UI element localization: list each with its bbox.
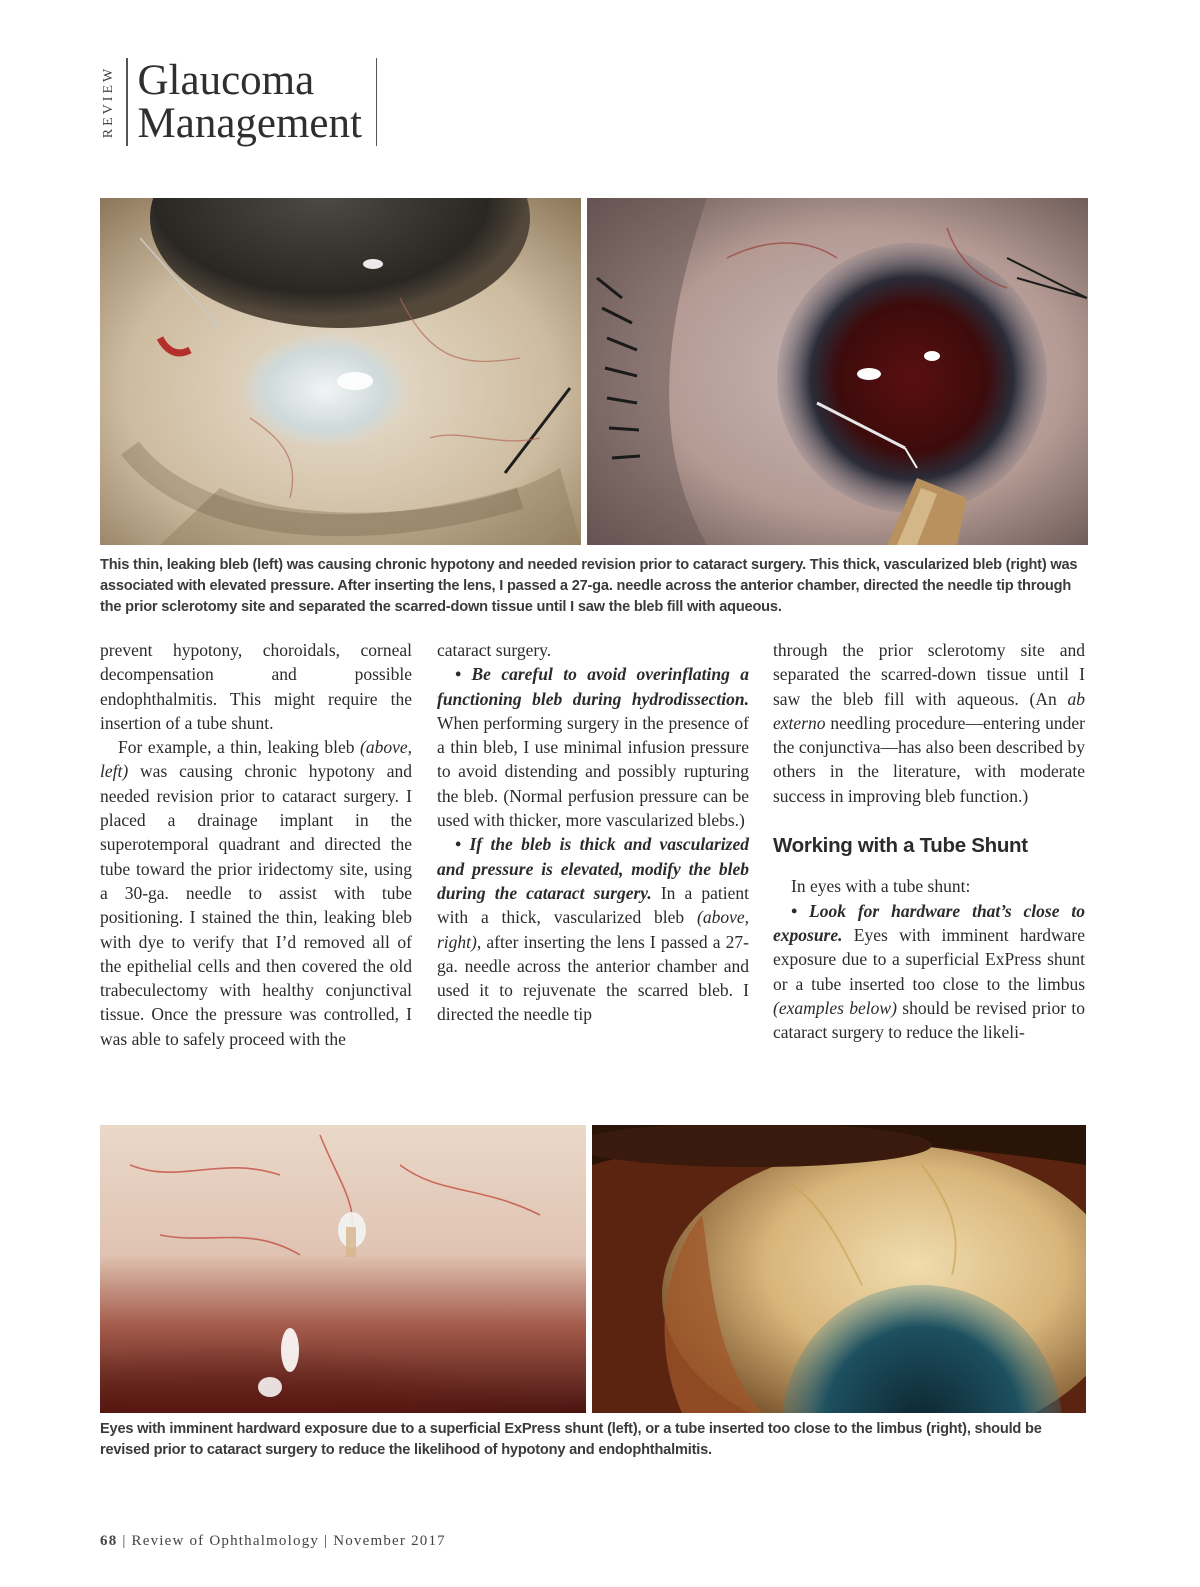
- text-column-2: [437, 638, 749, 1027]
- photo-tube-near-limbus: [592, 1125, 1086, 1413]
- bottom-figure-caption: Eyes with imminent hardward exposure due to a superficial ExPress shunt (left), or a tube inserted too close to the limbus (right), should be revised prior to cataract surgery to reduce the likelihood of hypotony and endophthalmitis.: [100, 1421, 1042, 1458]
- bullet-paragraph: • Be careful to avoid overinflating a functioning bleb during hydrodissection. When performing surgery in the presence of a thin bleb, I use minimal infusion pressure to avoid distending and possibly rupturing the bleb. (Normal perfusion pressure can be used with thicker, more vascularized blebs.): [437, 664, 749, 831]
- bullet-paragraph: • Look for hardware that’s close to exposure. Eyes with imminent hardware exposure due to a superficial ExPress shunt or a tube inserted too close to the limbus (examples below) should be revised prior to cataract surgery to reduce the likeli-: [773, 900, 1085, 1043]
- bullet-lead: • Look for hardware that’s close to exposure.: [773, 900, 1085, 945]
- page-number: 68: [100, 1533, 118, 1549]
- header-divider-right: [376, 58, 378, 146]
- photo-express-shunt-exposure: [100, 1125, 586, 1413]
- publication-name: Review of Ophthalmology: [131, 1533, 320, 1549]
- title-line-2: Management: [137, 100, 362, 147]
- photo-thick-vascularized-bleb: [587, 198, 1088, 545]
- section-title: [134, 58, 370, 146]
- text-column-1: [100, 638, 412, 1051]
- header-divider-left: [126, 58, 128, 146]
- footer-separator: |: [122, 1533, 127, 1549]
- page-footer: [100, 1533, 446, 1550]
- top-figure-caption: This thin, leaking bleb (left) was causing chronic hypotony and needed revision prior to cataract surgery. This thick, vascularized bleb (right) was associated with elevated pressure. After inserting the lens, I passed a 27-ga. needle across the anterior chamber, directed the needle tip through the prior sclerotomy site and separated the scarred-down tissue until I saw the bleb fill with aqueous.: [100, 557, 1078, 615]
- issue-date: November 2017: [333, 1533, 446, 1549]
- section-tag: REVIEW: [101, 65, 116, 139]
- photo-thin-leaking-bleb: [100, 198, 581, 545]
- paragraph: For example, a thin, leaking bleb (above, left) was causing chronic hypotony and needed revision prior to cataract surgery. I placed a drainage implant in the superotemporal quadrant and directed the tube toward the prior iridectomy site, using a 30-ga. needle to assist with tube positioning. I stained the thin, leaking bleb with dye to verify that I’d removed all of the epithelial cells and then covered the old trabeculectomy with healthy conjunctival tissue. Once the pressure was controlled, I was able to safely proceed with the: [100, 737, 412, 1049]
- bullet-paragraph: • If the bleb is thick and vascularized and pressure is elevated, modify the bleb during the cataract surgery. In a patient with a thick, vascularized bleb (above, right), after inserting the lens I passed a 27-ga. needle across the anterior chamber and used it to rejuvenate the scarred bleb. I directed the needle tip: [437, 834, 749, 1025]
- title-line-1: Glaucoma: [137, 57, 315, 104]
- subheading: Working with a Tube Shunt: [773, 834, 1028, 858]
- bullet-lead: • Be careful to avoid overinflating a functioning bleb during hydrodissection.: [437, 664, 749, 709]
- section-header: [98, 58, 383, 146]
- footer-separator: |: [324, 1533, 329, 1549]
- paragraph: cataract surgery.: [437, 640, 552, 660]
- paragraph: through the prior sclerotomy site and separated the scarred-down tissue until I saw the bleb fill with aqueous. (An ab externo needling procedure—entering under the conjunctiva—has also been described by others in the literature, with moderate success in improving bleb function.): [773, 640, 1085, 806]
- bullet-lead: • If the bleb is thick and vascularized and pressure is elevated, modify the bleb during the cataract surgery.: [437, 834, 749, 903]
- paragraph: prevent hypotony, choroidals, corneal decompensation and possible endophthalmitis. This might require the insertion of a tube shunt.: [100, 640, 412, 733]
- text-column-3: [773, 638, 1085, 1044]
- paragraph: In eyes with a tube shunt:: [791, 876, 971, 897]
